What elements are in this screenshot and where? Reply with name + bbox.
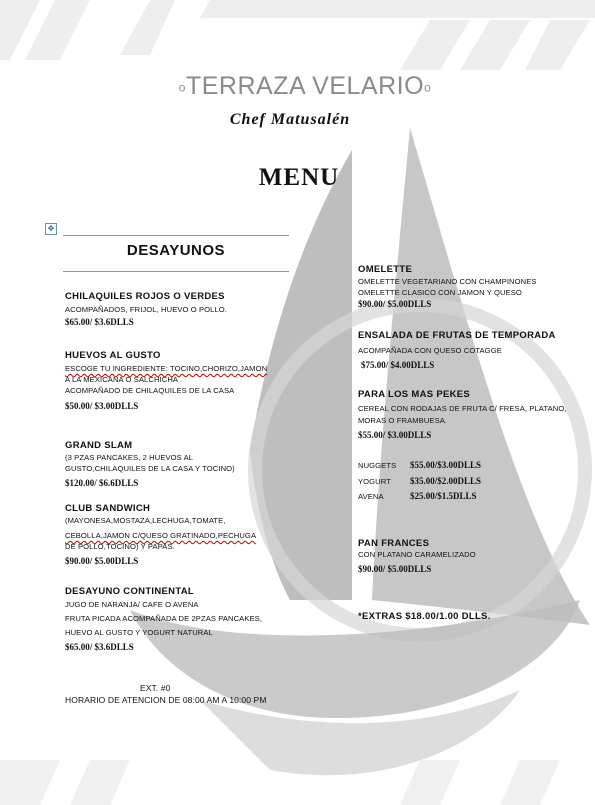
item-name-chilaquiles: CHILAQUILES ROJOS O VERDES	[65, 291, 225, 302]
kids-item-price-yogurt: $35.00/$2.00DLLS	[410, 476, 482, 486]
section-title: DESAYUNOS	[126, 242, 226, 259]
item-desc-chilaquiles: ACOMPAÑADOS, FRIJOL, HUEVO O POLLO.	[65, 305, 228, 314]
section-rule-top	[63, 235, 289, 236]
item-price-chilaquiles: $65.00/ $3.6DLLS	[65, 317, 134, 327]
item-desc-pekes-line1: CEREAL CON RODAJAS DE FRUTA C/ FRESA, PLATANO,	[358, 404, 567, 413]
item-desc-club-line1: (MAYONESA,MOSTAZA,LECHUGA,TOMATE,	[65, 516, 226, 525]
kids-item-name-nuggets: NUGGETS	[358, 461, 397, 470]
item-price-omelette: $90.00/ $5.00DLLS	[358, 299, 432, 309]
kids-item-name-yogurt: YOGURT	[358, 477, 391, 486]
item-desc-ensalada: ACOMPAÑADA CON QUESO COTAGGE	[358, 346, 502, 355]
item-desc-huevos-line1: ESCOGE TU INGREDIENTE: TOCINO,CHORIZO,JAMON	[65, 364, 268, 373]
restaurant-title	[0, 72, 595, 101]
extras-note: *EXTRAS $18.00/1.00 DLLS.	[358, 611, 491, 622]
section-rule-bottom	[63, 271, 289, 272]
item-desc-grand-slam-line1: (3 PZAS PANCAKES, 2 HUEVOS AL	[65, 453, 194, 462]
item-price-grand-slam: $120.00/ $6.6DLLS	[65, 478, 139, 488]
item-desc-pan-frances: CON PLATANO CARAMELIZADO	[358, 550, 476, 559]
item-desc-pekes-line2: MORAS O FRAMBUESA.	[358, 416, 448, 425]
item-name-continental: DESAYUNO CONTINENTAL	[65, 586, 194, 597]
item-name-pekes: PARA LOS MAS PEKES	[358, 389, 471, 400]
restaurant-name: TERRAZA VELARIO	[185, 72, 425, 100]
item-price-huevos: $50.00/ $3.00DLLS	[65, 401, 139, 411]
item-desc-club-line2: CEBOLLA,JAMON C/QUESO GRATINADO,PECHUGA	[65, 531, 257, 540]
item-desc-omelette-line2: OMELETTE CLASICO CON JAMON Y QUESO	[358, 288, 522, 297]
item-desc-huevos-line3: ACOMPAÑADO DE CHILAQUILES DE LA CASA	[65, 386, 235, 395]
item-desc-grand-slam-line2: GUSTO,CHILAQUILES DE LA CASA Y TOCINO)	[65, 464, 235, 473]
item-desc-continental-line3: HUEVO AL GUSTO Y YOGURT NATURAL	[65, 628, 213, 637]
chef-name: Chef Matusalén	[229, 111, 351, 128]
title-ornament-right: o	[424, 80, 432, 95]
kids-item-price-avena: $25.00/$1.5DLLS	[410, 491, 477, 501]
item-name-ensalada: ENSALADA DE FRUTAS DE TEMPORADA	[358, 330, 556, 341]
item-price-ensalada: $75.00/ $4.00DLLS	[361, 360, 435, 370]
item-price-club-sandwich: $90.00/ $5.00DLLS	[65, 556, 139, 566]
opening-hours: HORARIO DE ATENCION DE 08:00 AM A 10:00 PM	[65, 695, 267, 705]
item-name-omelette: OMELETTE	[358, 264, 413, 275]
item-desc-club-line3: DE POLLO,TOCINO) Y PAPAS.	[65, 542, 175, 551]
item-price-continental: $65.00/ $3.6DLLS	[65, 642, 134, 652]
item-desc-huevos-line2: A LA MEXICANA O SALCHICHA .	[65, 375, 183, 384]
menu-heading: MENU	[258, 164, 340, 191]
kids-item-name-avena: AVENA	[358, 492, 384, 501]
item-desc-omelette-line1: OMELETTE VEGETARIANO CON CHAMPINONES	[358, 277, 537, 286]
phone-extension: EXT. #0	[140, 683, 171, 693]
item-desc-continental-line1: JUGO DE NARANJA/ CAFE O AVENA	[65, 600, 199, 609]
item-price-pekes: $55.00/ $3.00DLLS	[358, 430, 432, 440]
item-name-huevos: HUEVOS AL GUSTO	[65, 350, 161, 361]
title-ornament-left: o	[178, 80, 186, 95]
item-price-pan-frances: $90.00/ $5.00DLLS	[358, 564, 432, 574]
item-name-pan-frances: PAN FRANCES	[358, 538, 430, 549]
item-name-club-sandwich: CLUB SANDWICH	[65, 503, 151, 514]
table-move-handle-icon[interactable]: ✥	[45, 223, 57, 235]
kids-item-price-nuggets: $55.00/$3.00DLLS	[410, 460, 482, 470]
item-desc-continental-line2: FRUTA PICADA ACOMPAÑADA DE 2PZAS PANCAKES,	[65, 614, 263, 623]
item-name-grand-slam: GRAND SLAM	[65, 440, 133, 451]
